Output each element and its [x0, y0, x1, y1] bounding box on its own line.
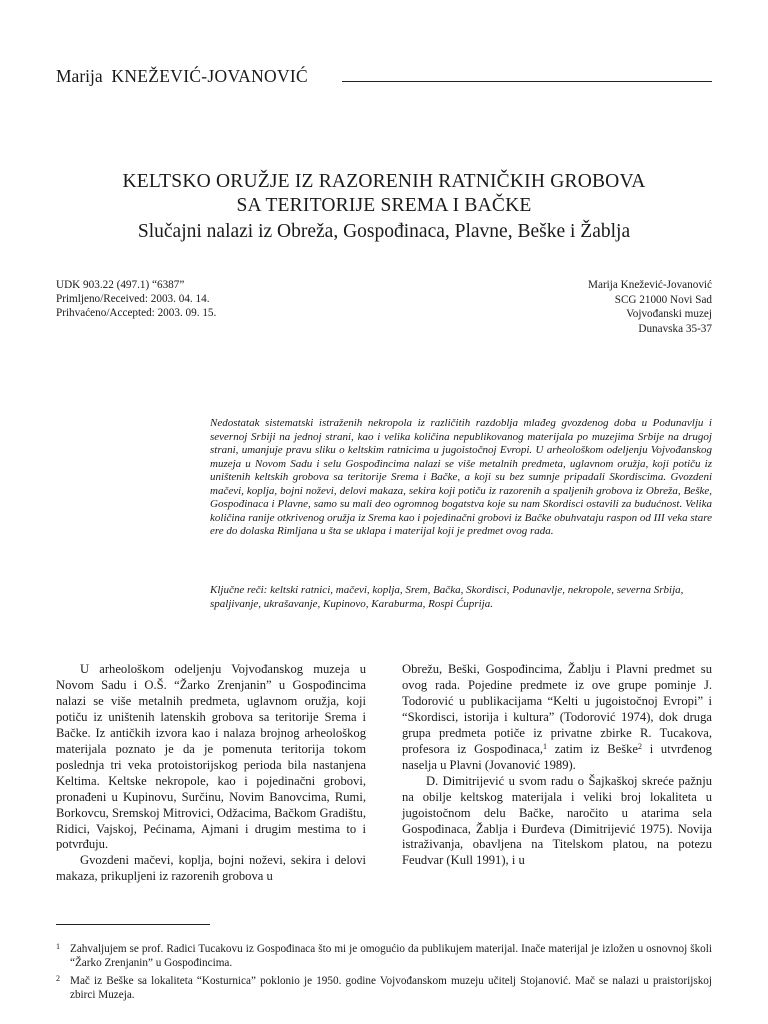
footnote-number: 2 — [56, 974, 60, 983]
received-date: Primljeno/Received: 2003. 04. 14. — [56, 293, 210, 306]
abstract: Nedostatak sistematski istraženih nekropola iz različitih razdoblja mlađeg gvozdenog doba u Podunavlju i severnoj Srbiji na jednoj strani, kao i velika količina nepublikovanog materijala po muzejima Srbije na drugoj strani, umanjuje pravu sliku o keltskim ratnicima u jugoistočnoj Evropi. U arheološkom odeljenju Vojvođanskog muzeja u Novom Sadu i selu Gospođincima nalazi se više metalnih predmeta, uglavnom oružja, koji potiču iz uništenih keltskih grobova sa teritorije Srema i Bačke, a koji su bez sumnje pripadali Skordiscima. Gvozdeni mačevi, koplja, bojni noževi, delovi makaza, sekira koji potiču iz razorenih a spaljenih grobova iz Obreža, Beške, Gospođinaca i Plavne, samo su mali deo ogromnog bogatstva koje su nam Skordisci ostavili za budućnost. Velika količina ranije otkrivenog oružja iz Srema kao i pojedinačni grobovi iz Bačke obuhvataju raspon od III veka stare ere do dolaska Rimljana u šta se uklapa i materijal koji je predmet ovog rada. — [210, 417, 712, 537]
article-subtitle: Slučajni nalazi iz Obreža, Gospođinaca, Plavne, Beške i Žablja — [137, 221, 631, 242]
footnote-text: Zahvaljujem se prof. Radici Tucakovu iz Gospođinaca što mi je omogućio da publikujem materijal. Inače materijal je izložen u osnovnoj školi “Žarko Zrenjanin” u Gospođincima. — [70, 943, 712, 969]
body-text: Obrežu, Beški, Gospođincima, Žablju i Plavni predmet su ovog rada. Pojedine predmete iz ove grupe pominje J. Todorović u publikacijama “Kelti u jugoistočnoj Evropi” i “Skordisci, istorija i kultura” (Todorović 1974), dok druga grupa predmeta potiče iz privatne zbirke R. Tucakova, profesora iz Gospođinaca, — [402, 662, 712, 756]
article-meta — [56, 278, 216, 321]
header-author-first: Marija — [56, 66, 103, 86]
address-street: Dunavska 35-37 — [638, 322, 712, 335]
body-text: zatim iz Beške — [546, 741, 638, 756]
keywords: Ključne reči: keltski ratnici, mačevi, koplja, Srem, Bačka, Skordisci, Podunavlje, nekropole, severna Srbija, spaljivanje, ukrašavanje, Kupinovo, Karaburma, Rospi Ćuprija. — [210, 584, 684, 610]
footnote-item — [56, 974, 712, 1002]
footnote-text: Mač iz Beške sa lokaliteta “Kosturnica” poklonio je 1950. godine Vojvođanskom muzeju učitelj Stojanović. Mač se nalazi u praistorijskoj zbirci Muzeja. — [70, 975, 712, 1001]
address-name: Marija Knežević-Jovanović — [588, 279, 712, 291]
article-title — [40, 170, 728, 218]
footnote-item — [56, 942, 712, 970]
address-city: SCG 21000 Novi Sad — [614, 293, 712, 306]
footnote-ref-2[interactable]: 2 — [637, 741, 642, 751]
accepted-date: Prihvaćeno/Accepted: 2003. 09. 15. — [56, 307, 217, 320]
header-author-last: KNEŽEVIĆ-JOVANOVIĆ — [111, 66, 308, 86]
author-address — [588, 278, 712, 336]
address-institution: Vojvođanski muzej — [626, 308, 712, 320]
body-paragraph: Gvozdeni mačevi, koplja, bojni noževi, sekira i delovi makaza, prikupljeni iz razorenih grobova u — [56, 853, 366, 884]
body-paragraph: D. Dimitrijević u svom radu o Šajkaškoj skreće pažnju na obilje keltskog materijala i veliki broj lokaliteta u jugoistočnom delu Bačke, naročito u atarima sela Gospođinaca, Žablja i Đurđeva (Dimitrijević 1975). Novija istraživanja, obavljena na Titelskom platou, na potezu Feudvar (Kull 1991), i u — [402, 773, 712, 868]
body-paragraph: U arheološkom odeljenju Vojvođanskog muzeja u Novom Sadu i O.Š. “Žarko Zrenjanin” u Gospođincima nalazi se više metalnih predmeta, uglavnom oružja, koji potiču iz uništenih latenskih grobova sa teritorije Srema i Bačke. Iz antičkih izvora kao i nalaza brojnog arheološkog materijala poznato je da je pomenuta teritorija tokom poslednja tri veka protoistorijskog perioda bila nastanjena Keltima. Keltske nekropole, kao i pojedinačni grobovi, pronađeni u Kupinovu, Surčinu, Novim Banovcima, Rumi, Borkovcu, Sremskoj Mitrovici, Odžacima, Bačkom Gradištu, Ridici, Vajskoj, Pećinama, Ajmani i drugim mestima to i potvrđuju. — [56, 662, 366, 852]
body-column-left — [56, 662, 366, 885]
title-line-2: SA TERITORIJE SREMA I BAČKE — [236, 195, 532, 216]
footnote-ref-1[interactable]: 1 — [542, 741, 547, 751]
footnote-rule — [56, 924, 210, 925]
body-column-right — [402, 662, 712, 869]
header-author — [56, 66, 308, 87]
footnotes — [56, 942, 712, 1006]
footnote-number: 1 — [56, 942, 60, 951]
header-rule — [342, 81, 712, 82]
title-line-1: KELTSKO ORUŽJE IZ RAZORENIH RATNIČKIH GROBOVA — [122, 171, 646, 192]
udk-code: UDK 903.22 (497.1) “6387” — [56, 279, 185, 291]
body-text: i utvrđenog naselja u Plavni (Jovanović 1989). — [402, 741, 712, 772]
body-paragraph — [402, 662, 712, 774]
running-header — [56, 66, 712, 90]
